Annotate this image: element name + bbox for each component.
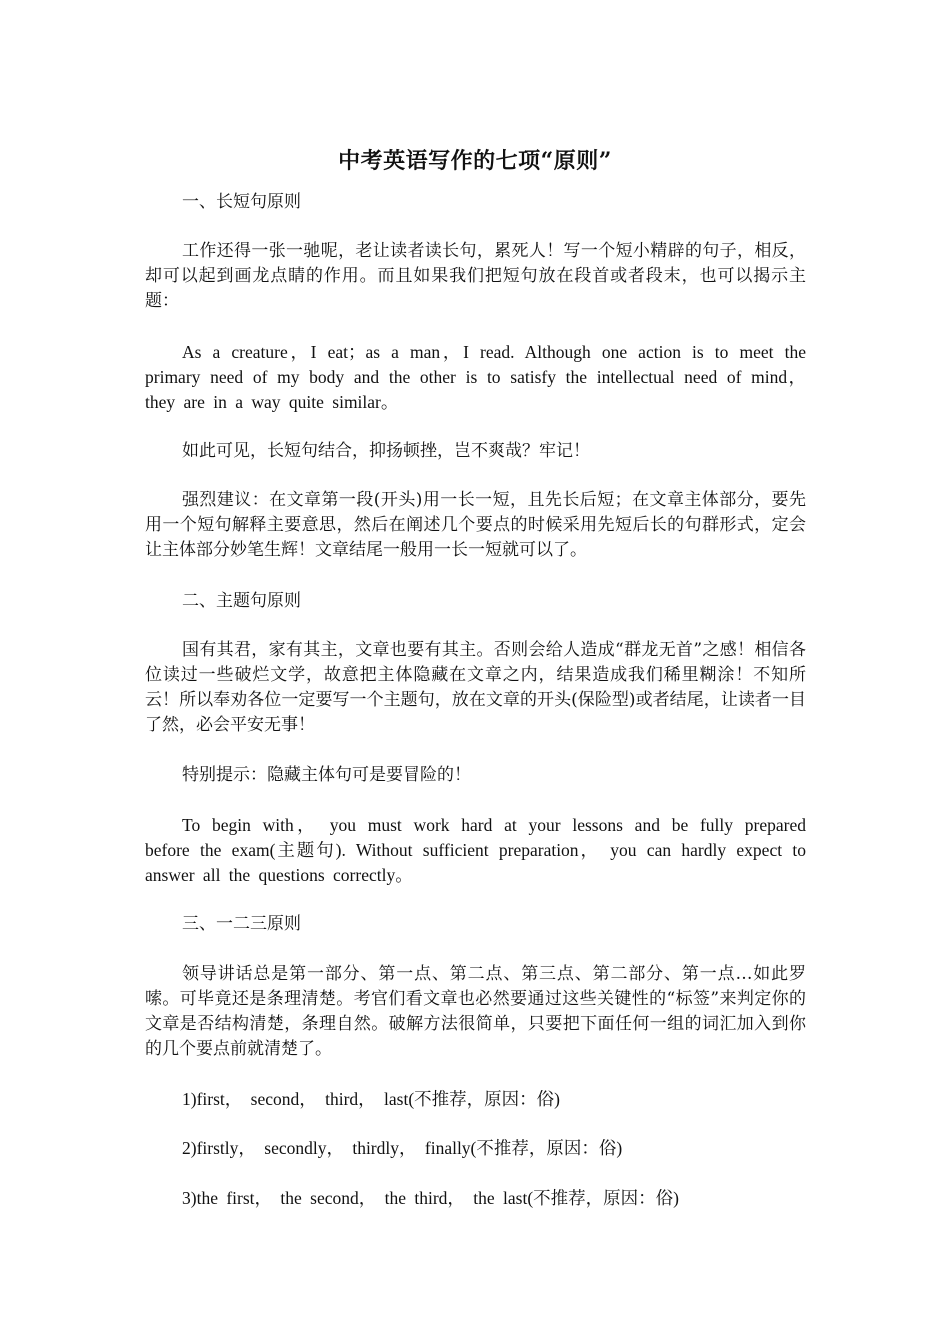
section-heading-3: 三、一二三原则 <box>182 914 301 934</box>
paragraph: 如此可见，长短句结合，抑扬顿挫，岂不爽哉？牢记！ <box>182 441 590 461</box>
paragraph: 领导讲话总是第一部分、第一点、第二点、第三点、第二部分、第一点…如此罗嗦。可毕竟还是条理清楚。考官们看文章也必然要通过这些关键性的“标签”来判定你的文章是否结构清楚，条理自然。破解方法很简单，只要把下面任何一组的词汇加入到你的几个要点前就清楚了。 <box>145 964 806 1059</box>
list-item: 3)the first， the second， the third， the last(不推荐，原因：俗) <box>182 1188 680 1208</box>
paragraph: 强烈建议：在文章第一段(开头)用一长一短，且先长后短；在文章主体部分，要先用一个短句解释主要意思，然后在阐述几个要点的时候采用先短后长的句群形式，定会让主体部分妙笔生辉！文章结尾一般用一长一短就可以了。 <box>145 490 806 560</box>
list-item: 1)first， second， third， last(不推荐，原因：俗) <box>182 1089 560 1109</box>
english-example-2: To begin with， you must work hard at your lessons and be fully prepared before the exam(主题句). Without sufficient preparation， you can hardly expect to answer all the questions correctly。 <box>145 815 806 885</box>
list-item: 2)firstly， secondly， thirdly， finally(不推荐，原因：俗) <box>182 1138 623 1158</box>
paragraph: 国有其君，家有其主，文章也要有其主。否则会给人造成“群龙无首”之感！相信各位读过一些破烂文学，故意把主体隐藏在文章之内，结果造成我们稀里糊涂！不知所云！所以奉劝各位一定要写一个主题句，放在文章的开头(保险型)或者结尾，让读者一目了然，必会平安无事！ <box>145 640 806 735</box>
paragraph: 工作还得一张一驰呢，老让读者读长句，累死人！写一个短小精辟的句子，相反，却可以起到画龙点睛的作用。而且如果我们把短句放在段首或者段末，也可以揭示主题： <box>145 241 806 311</box>
paragraph: 特别提示：隐藏主体句可是要冒险的！ <box>182 765 471 785</box>
section-heading-2: 二、主题句原则 <box>182 591 301 611</box>
section-heading-1: 一、长短句原则 <box>182 192 301 212</box>
english-example-1: As a creature，I eat；as a man，I read. Although one action is to meet the primary need of my body and the other is to satisfy the intellectual need of mind， they are in a way quite similar。 <box>145 342 806 412</box>
document-title: 中考英语写作的七项“原则” <box>338 148 612 174</box>
